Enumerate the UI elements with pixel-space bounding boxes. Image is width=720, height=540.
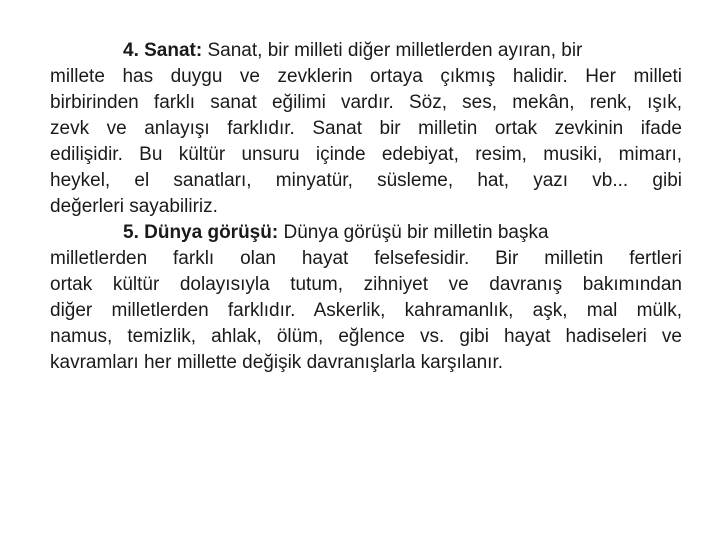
section-text-line: milletlerden farklı olan hayat felsefesidir. Bir milletin fertleri xyxy=(50,248,682,269)
section-first-line xyxy=(50,220,682,246)
section-text-line: Sanat, bir milleti diğer milletlerden ayıran, bir xyxy=(202,40,583,61)
section-text-line: değerleri sayabiliriz. xyxy=(50,196,218,217)
section-term-sanat: 4. Sanat: xyxy=(123,40,203,61)
section-text-line: heykel, el sanatları, minyatür, süsleme, hat, yazı vb... gibi xyxy=(50,170,682,191)
section-sanat xyxy=(50,38,682,220)
section-text-line: Dünya görüşü bir milletin başka xyxy=(278,222,549,243)
section-first-line xyxy=(50,38,682,64)
section-term-dunya-gorusu: 5. Dünya görüşü: xyxy=(123,222,279,243)
section-text-line: ortak kültür dolayısıyla tutum, zihniyet ve davranış bakımından xyxy=(50,274,682,295)
section-text-line: zevk ve anlayışı farklıdır. Sanat bir milletin ortak zevkinin ifade xyxy=(50,118,682,139)
section-dunya-gorusu xyxy=(50,220,682,376)
section-text-line: birbirinden farklı sanat eğilimi vardır. Söz, ses, mekân, renk, ışık, xyxy=(50,92,682,113)
section-text-line: namus, temizlik, ahlak, ölüm, eğlence vs. gibi hayat hadiseleri ve xyxy=(50,326,682,347)
section-text-line: edilişidir. Bu kültür unsuru içinde edebiyat, resim, musiki, mimarı, xyxy=(50,144,682,165)
section-text-line: millete has duygu ve zevklerin ortaya çıkmış halidir. Her milleti xyxy=(50,66,682,87)
slide-text-body xyxy=(50,38,682,376)
section-text-line: diğer milletlerden farklıdır. Askerlik, kahramanlık, aşk, mal mülk, xyxy=(50,300,682,321)
section-text-line: kavramları her millette değişik davranışlarla karşılanır. xyxy=(50,352,504,373)
